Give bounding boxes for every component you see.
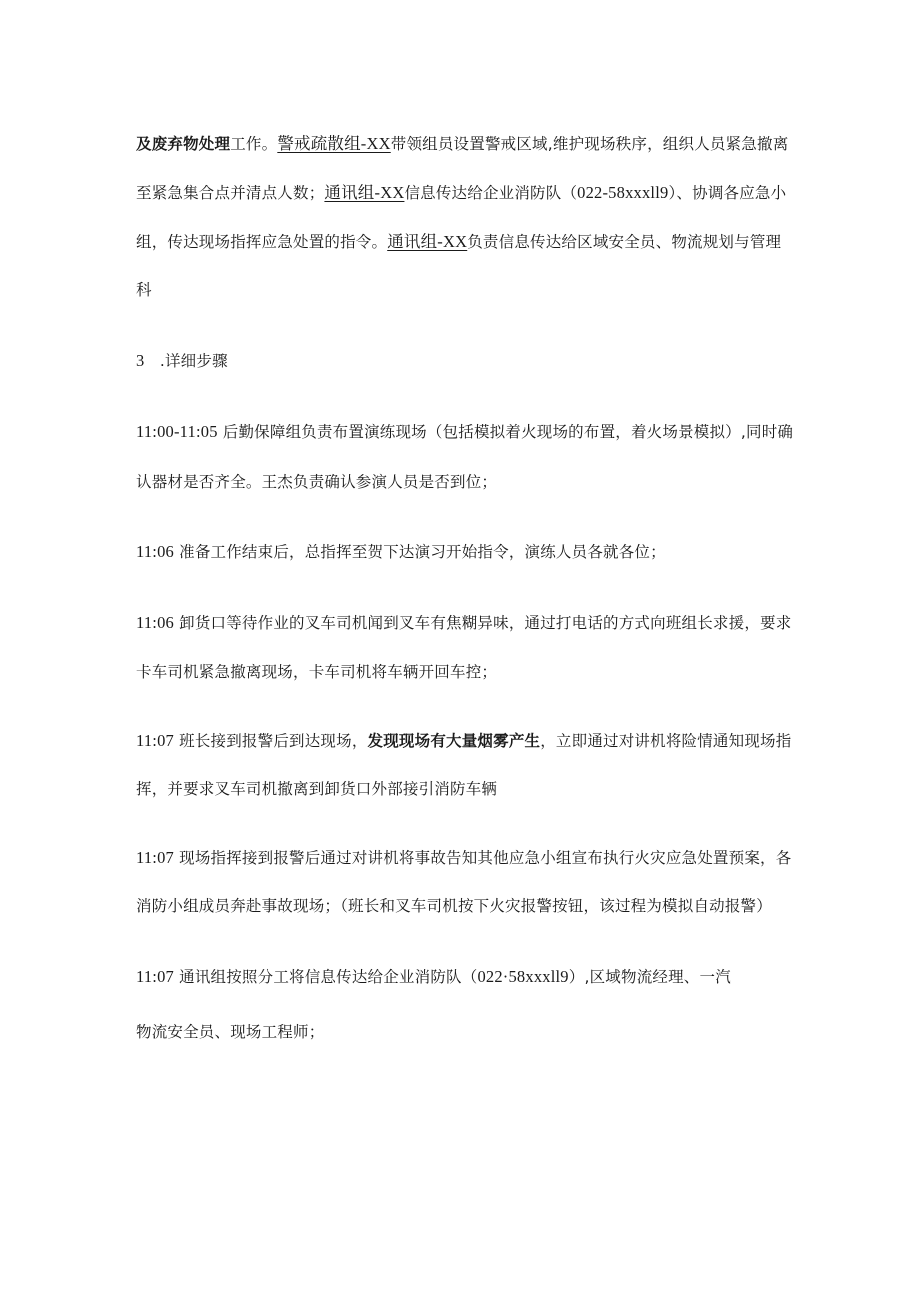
- phone-number: 022·58xxxll9: [477, 967, 569, 986]
- para1-line1: [136, 134, 788, 154]
- step-time: 11:06: [136, 542, 174, 561]
- step-4-line1: [136, 731, 791, 751]
- text-segment: ,维护现场秩序，组织人员紧急撤离: [547, 135, 789, 153]
- text-segment: 负责信息传达给区域安全员、物流规划与管理: [467, 233, 782, 251]
- step-1-line1: [136, 422, 793, 442]
- step-6-line1: [136, 967, 731, 987]
- link-communication-group[interactable]: 通讯组-XX: [324, 183, 405, 202]
- para1-line4: 科: [136, 281, 152, 299]
- step-3-line1: [136, 613, 791, 633]
- step-2-line1: [136, 542, 666, 562]
- step-6-line2: 物流安全员、现场工程师；: [136, 1023, 325, 1041]
- step-time: 11:07: [136, 731, 174, 750]
- section-number: 3: [136, 351, 145, 370]
- step-time: 11:07: [136, 967, 174, 986]
- step-time: 11:06: [136, 613, 174, 632]
- para1-line3: [136, 232, 781, 252]
- section-heading: [136, 351, 228, 371]
- link-communication-group[interactable]: 通讯组-XX: [387, 232, 468, 251]
- step-5-line2: 消防小组成员奔赴事故现场；（班长和叉车司机按下火灾报警按钮，该过程为模拟自动报警）: [136, 897, 772, 915]
- step-text: 后勤保障组负责布置演练现场（包括模拟着火现场的布置，着火场景模拟）,同时确: [222, 423, 794, 441]
- step-text: 卸货口等待作业的叉车司机闻到叉车有焦糊异味，通过打电话的方式向班组长求援，要求: [179, 614, 792, 632]
- step-text: 准备工作结束后，总指挥至贺下达演习开始指令，演练人员各就各位；: [179, 543, 666, 561]
- step-5-line1: [136, 848, 791, 868]
- step-3-line2: 卡车司机紧急撤离现场，卡车司机将车辆开回车控；: [136, 663, 498, 681]
- step-text: ）,区域物流经理、一汽: [568, 968, 731, 986]
- section-title: .详细步骤: [159, 352, 228, 370]
- step-time: 11:07: [136, 848, 174, 867]
- para1-line2: [136, 183, 786, 203]
- step-text: 现场指挥接到报警后通过对讲机将事故告知其他应急小组宣布执行火灾应急处置预案，各: [179, 849, 792, 867]
- step-text: 班长接到报警后到达现场，: [179, 732, 368, 750]
- link-security-evacuation-group[interactable]: 警戒疏散组-XX: [277, 134, 391, 153]
- step-time: 11:00-11:05: [136, 422, 218, 441]
- text-segment: 至紧急集合点并清点人数；: [136, 184, 325, 202]
- phone-number: 022-58xxxll9: [577, 183, 669, 202]
- step-4-line2: 挥，并要求叉车司机撤离到卸货口外部接引消防车辆: [136, 780, 498, 798]
- step-1-line2: 认器材是否齐全。王杰负责确认参演人员是否到位；: [136, 473, 498, 491]
- text-segment: 带领组员设置警戒区域: [390, 135, 548, 153]
- step-text: ，立即通过对讲机将险情通知现场指: [540, 732, 792, 750]
- bold-lead-text: 及废弃物处理: [136, 135, 231, 153]
- text-segment: 信息传达给企业消防队（: [404, 184, 578, 202]
- text-segment: 工作。: [230, 135, 278, 153]
- text-segment: ）、协调各应急小: [668, 184, 787, 202]
- text-segment: 组，传达现场指挥应急处置的指令。: [136, 233, 388, 251]
- step-text: 通讯组按照分工将信息传达给企业消防队（: [179, 968, 478, 986]
- step-bold-text: 发现现场有大量烟雾产生: [367, 732, 541, 750]
